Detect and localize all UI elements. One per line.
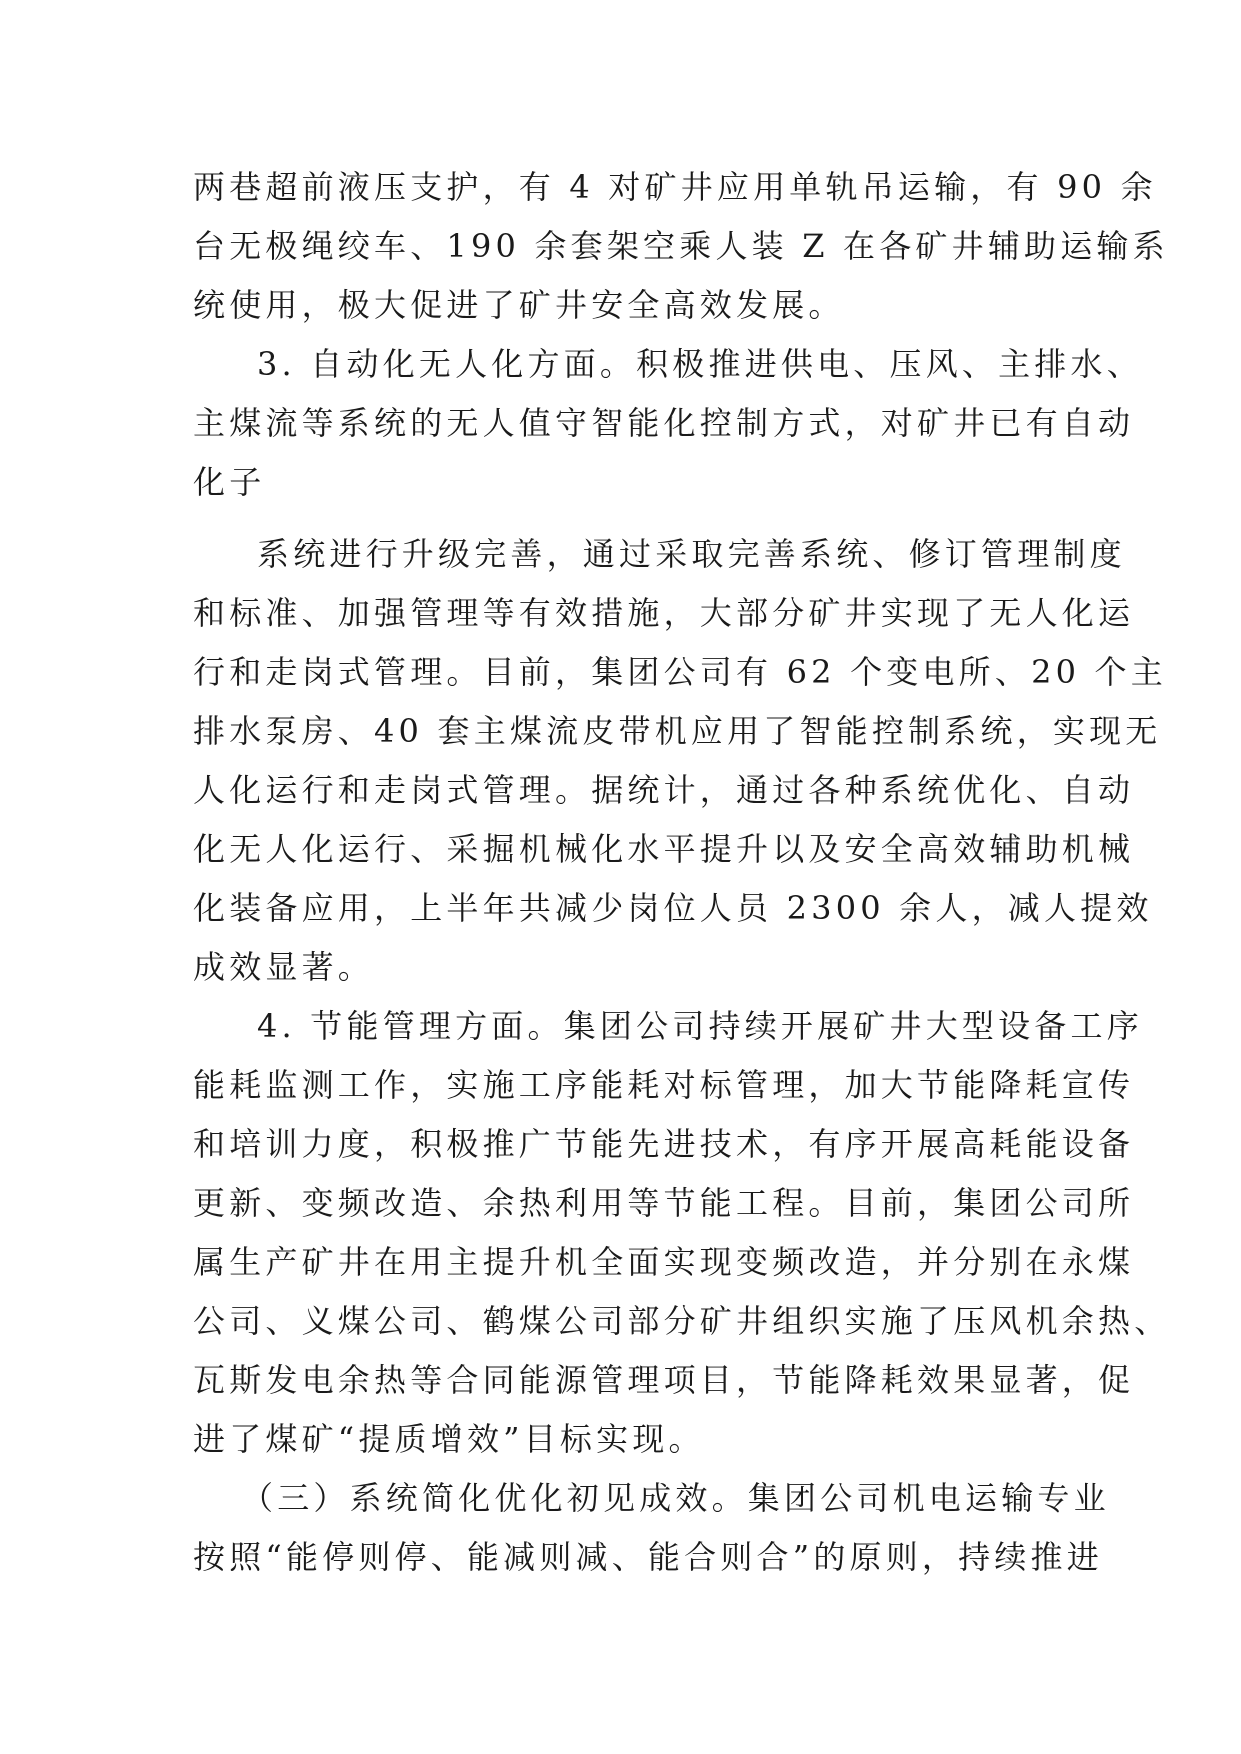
text-line: 排水泵房、40 套主煤流皮带机应用了智能控制系统，实现无: [193, 712, 1162, 750]
paragraph-gap: [193, 512, 1053, 525]
text-line: 两巷超前液压支护，有 4 对矿井应用单轨吊运输，有 90 余: [193, 168, 1157, 206]
paragraph-start-line: 系统进行升级完善，通过采取完善系统、修订管理制度: [257, 535, 1126, 573]
text-line: 化无人化运行、采掘机械化水平提升以及安全高效辅助机械: [193, 830, 1135, 868]
text-line: 统使用，极大促进了矿井安全高效发展。: [193, 286, 845, 324]
text-line: 化子: [193, 463, 266, 501]
text-line: 瓦斯发电余热等合同能源管理项目，节能降耗效果显著，促: [193, 1361, 1135, 1399]
text-line: 人化运行和走岗式管理。据统计，通过各种系统优化、自动: [193, 771, 1135, 809]
body-text: [193, 158, 1171, 1587]
section-heading-line: （三）系统简化优化初见成效。集团公司机电运输专业: [241, 1479, 1110, 1517]
text-line: 属生产矿井在用主提升机全面实现变频改造，并分别在永煤: [193, 1243, 1135, 1281]
text-line: 更新、变频改造、余热利用等节能工程。目前，集团公司所: [193, 1184, 1135, 1222]
text-line: 成效显著。: [193, 948, 375, 986]
text-line: 台无极绳绞车、190 余套架空乘人装 Z 在各矿井辅助运输系: [193, 227, 1169, 265]
text-line: 按照“能停则停、能减则减、能合则合”的原则，持续推进: [193, 1538, 1103, 1576]
text-line: 和标准、加强管理等有效措施，大部分矿井实现了无人化运: [193, 594, 1135, 632]
text-line: 化装备应用，上半年共减少岗位人员 2300 余人，减人提效: [193, 889, 1153, 927]
text-line: 主煤流等系统的无人值守智能化控制方式，对矿井已有自动: [193, 404, 1135, 442]
text-line: 公司、义煤公司、鹤煤公司部分矿井组织实施了压风机余热、: [193, 1302, 1171, 1340]
text-line: 能耗监测工作，实施工序能耗对标管理，加大节能降耗宣传: [193, 1066, 1135, 1104]
text-line: 进了煤矿“提质增效”目标实现。: [193, 1420, 705, 1458]
paragraph-start-line: 4. 节能管理方面。集团公司持续开展矿井大型设备工序: [257, 1007, 1143, 1045]
paragraph-start-line: 3. 自动化无人化方面。积极推进供电、压风、主排水、: [257, 345, 1143, 383]
text-line: 和培训力度，积极推广节能先进技术，有序开展高耗能设备: [193, 1125, 1135, 1163]
text-line: 行和走岗式管理。目前，集团公司有 62 个变电所、20 个主: [193, 653, 1167, 691]
